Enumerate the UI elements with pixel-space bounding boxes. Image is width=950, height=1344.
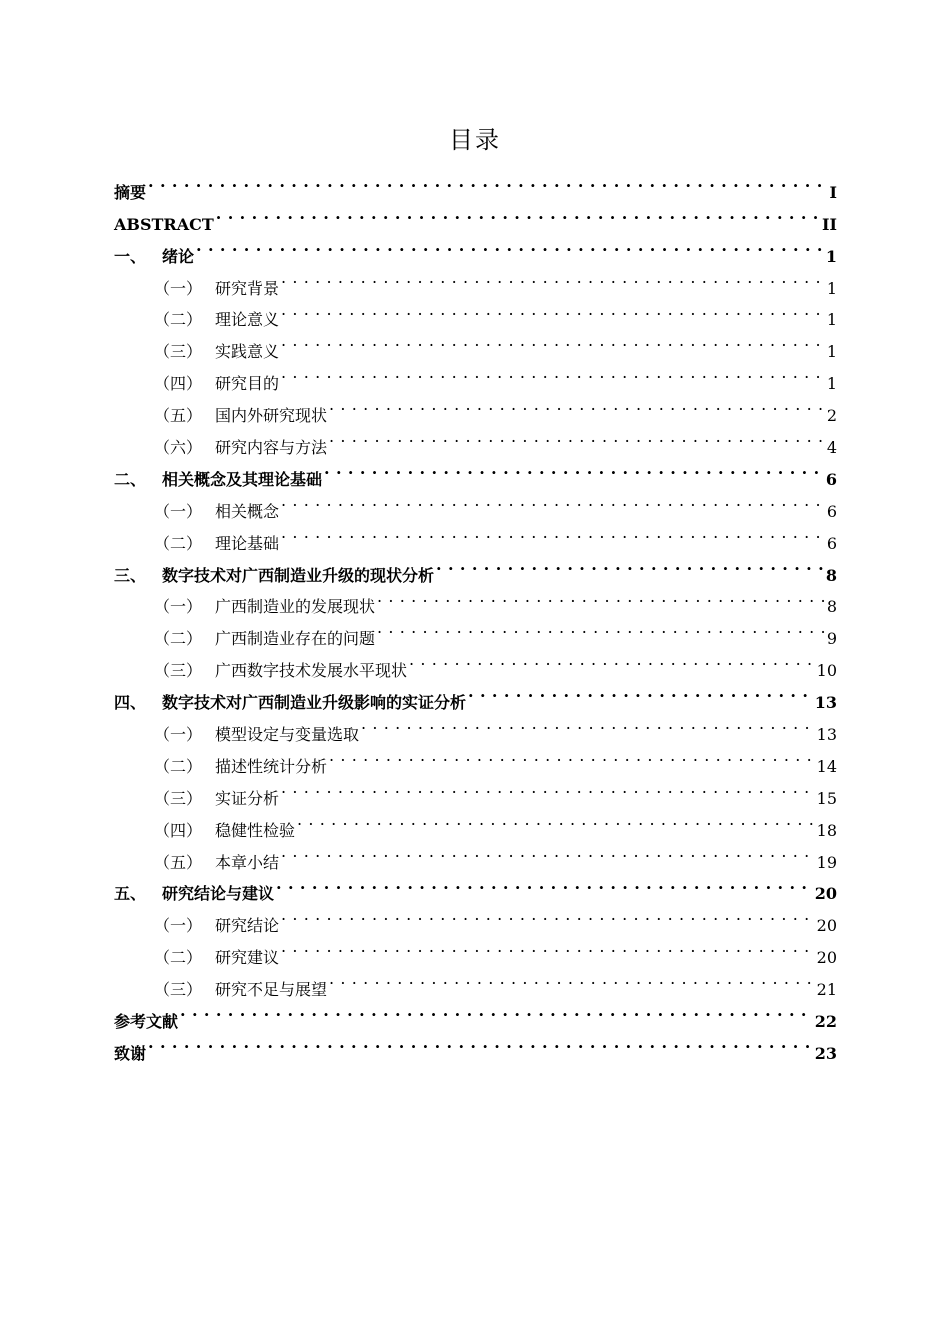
toc-entry-chapter[interactable] (114, 166, 837, 202)
toc-dot-leader (329, 421, 825, 453)
toc-entry-number: （二） (154, 533, 203, 553)
toc-entry-number: 四、 (114, 693, 147, 713)
toc-dot-leader (329, 740, 815, 772)
toc-entry-number: （二） (154, 629, 203, 649)
toc-entry-number: （一） (154, 725, 203, 745)
toc-entry-title: 广西制造业的发展现状 (215, 597, 376, 617)
toc-entry-section[interactable] (114, 262, 837, 298)
toc-dot-leader (216, 198, 820, 230)
toc-dot-leader (196, 230, 824, 262)
toc-entry-title: 研究内容与方法 (215, 438, 328, 458)
toc-entry-page-number: 10 (816, 661, 837, 681)
toc-entry-number: （一） (154, 278, 203, 298)
toc-entry-number: （一） (154, 916, 203, 936)
toc-entry-title: 研究结论 (215, 916, 280, 936)
toc-entry-number: （三） (154, 342, 203, 362)
toc-entry-page-number: 1 (826, 374, 837, 394)
toc-dot-leader (324, 453, 824, 485)
toc-entry-page-number: 8 (825, 565, 837, 585)
toc-entry-title: 理论基础 (215, 533, 280, 553)
toc-entry-title: 描述性统计分析 (215, 756, 328, 776)
toc-entry-title: 致谢 (114, 1043, 147, 1063)
toc-entry-title: ABSTRACT (114, 214, 214, 234)
toc-dot-leader (377, 581, 825, 613)
toc-entry-page-number: 20 (816, 916, 837, 936)
toc-entry-title: 相关概念及其理论基础 (162, 469, 323, 489)
toc-dot-leader (297, 804, 815, 836)
toc-dot-leader (329, 963, 815, 995)
toc-dot-leader (281, 325, 825, 357)
toc-entry-page-number: 6 (826, 533, 837, 553)
toc-entry-number: （五） (154, 406, 203, 426)
toc-entry-title: 实证分析 (215, 788, 280, 808)
toc-entry-page-number: 8 (826, 597, 837, 617)
toc-entry-page-number: 1 (826, 310, 837, 330)
toc-dot-leader (436, 549, 824, 581)
toc-entry-page-number: 4 (826, 438, 837, 458)
toc-entry-page-number: 21 (816, 980, 837, 1000)
toc-entry-title: 国内外研究现状 (215, 406, 328, 426)
toc-dot-leader (180, 995, 813, 1027)
toc-entry-chapter[interactable] (114, 995, 837, 1032)
toc-entry-number: （四） (154, 820, 203, 840)
toc-dot-leader (281, 836, 815, 868)
toc-entry-page-number: 6 (825, 469, 837, 489)
toc-entry-chapter[interactable] (114, 1027, 837, 1063)
toc-dot-leader (361, 708, 815, 740)
toc-entry-title: 摘要 (114, 182, 147, 202)
toc-dot-leader (377, 612, 825, 644)
toc-entry-page-number: 1 (825, 246, 837, 266)
toc-entry-page-number: 14 (816, 756, 837, 776)
toc-entry-page-number: 6 (826, 501, 837, 521)
toc-entry-number: （一） (154, 501, 203, 521)
toc-entry-title: 广西制造业存在的问题 (215, 629, 376, 649)
toc-entry-title: 研究目的 (215, 374, 280, 394)
toc-entry-page-number: 19 (816, 852, 837, 872)
toc-entry-page-number: II (822, 214, 837, 234)
toc-entry-number: （三） (154, 788, 203, 808)
toc-entry-number: （二） (154, 756, 203, 776)
toc-dot-leader (281, 485, 825, 517)
toc-entry-number: 二、 (114, 469, 147, 489)
toc-entry-page-number: 22 (814, 1012, 837, 1032)
toc-entry-title: 数字技术对广西制造业升级影响的实证分析 (162, 693, 467, 713)
toc-entry-page-number: 2 (826, 406, 837, 426)
toc-entry-title: 实践意义 (215, 342, 280, 362)
toc-entry-page-number: 13 (816, 725, 837, 745)
toc-entry-title: 数字技术对广西制造业升级的现状分析 (162, 565, 435, 585)
toc-dot-leader (148, 1027, 813, 1059)
toc-dot-leader (281, 931, 815, 963)
toc-entry-title: 广西数字技术发展水平现状 (215, 661, 408, 681)
toc-entry-title: 本章小结 (215, 852, 280, 872)
toc-entry-title: 相关概念 (215, 501, 280, 521)
toc-entry-page-number: 20 (814, 884, 837, 904)
toc-entry-number: （二） (154, 310, 203, 330)
toc-entry-title: 参考文献 (114, 1012, 179, 1032)
toc-entry-number: （一） (154, 597, 203, 617)
toc-entry-number: 五、 (114, 884, 147, 904)
toc-dot-leader (468, 676, 813, 708)
toc-entry-title: 理论意义 (215, 310, 280, 330)
toc-entry-title: 研究结论与建议 (162, 884, 275, 904)
toc-entry-page-number: 1 (826, 278, 837, 298)
toc-dot-leader (409, 644, 815, 676)
toc-entry-page-number: 1 (826, 342, 837, 362)
toc-entry-number: （四） (154, 374, 203, 394)
toc-title: 目录 (449, 126, 501, 154)
toc-dot-leader (281, 262, 825, 294)
toc-dot-leader (281, 357, 825, 389)
toc-entry-title: 研究不足与展望 (215, 980, 328, 1000)
toc-entry-number: 一、 (114, 246, 147, 266)
toc-dot-leader (281, 517, 825, 549)
toc-entry-page-number: 13 (814, 693, 837, 713)
toc-dot-leader (281, 899, 815, 931)
toc-entry-chapter[interactable] (114, 198, 837, 234)
toc-entry-page-number: I (829, 182, 837, 202)
toc-dot-leader (281, 772, 815, 804)
toc-entry-page-number: 9 (826, 629, 837, 649)
toc-dot-leader (281, 294, 825, 326)
toc-entry-title: 稳健性检验 (215, 820, 296, 840)
toc-entry-number: （三） (154, 661, 203, 681)
toc-entry-number: （二） (154, 948, 203, 968)
toc-entry-title: 研究背景 (215, 278, 280, 298)
toc-entry-number: （三） (154, 980, 203, 1000)
toc-entry-title: 研究建议 (215, 948, 280, 968)
toc-dot-leader (148, 166, 825, 198)
toc-dot-leader (329, 389, 825, 421)
toc-dot-leader (276, 868, 813, 900)
toc-entry-page-number: 18 (816, 820, 837, 840)
toc-entry-title: 模型设定与变量选取 (215, 725, 360, 745)
toc-entry-page-number: 20 (816, 948, 837, 968)
toc-list (114, 166, 837, 1063)
toc-entry-page-number: 15 (816, 788, 837, 808)
toc-entry-chapter[interactable] (114, 230, 837, 266)
toc-entry-number: （六） (154, 438, 203, 458)
toc-entry-number: 三、 (114, 565, 147, 585)
toc-entry-number: （五） (154, 852, 203, 872)
toc-entry-title: 绪论 (162, 246, 195, 266)
toc-entry-page-number: 23 (814, 1043, 837, 1063)
